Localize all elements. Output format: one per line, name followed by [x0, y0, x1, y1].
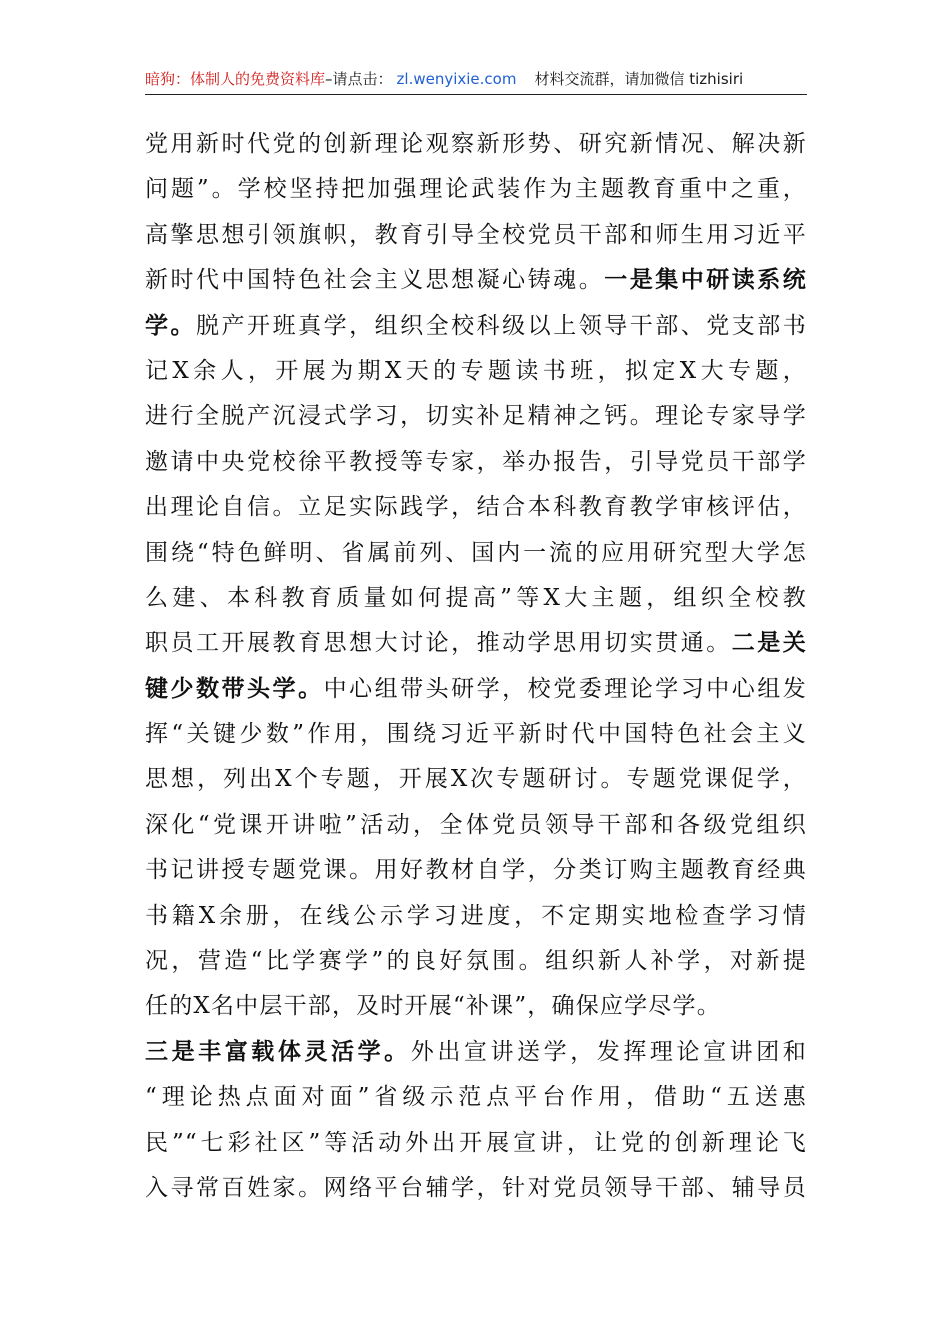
text-line: 入寻常百姓家。网络平台辅学，针对党员领导干部、辅导员 — [145, 1174, 807, 1201]
text-line: 深化“党课开讲啦”活动，全体党员领导干部和各级党组织 — [145, 811, 807, 838]
text-line: 书记讲授专题党课。用好教材自学，分类订购主题教育经典 — [145, 857, 807, 884]
text-line: 挥“关键少数”作用，围绕习近平新时代中国特色社会主义 — [145, 721, 807, 748]
text-line: 问题”。学校坚持把加强理论武装作为主题教育重中之重， — [145, 176, 807, 203]
text-line: 况，营造“比学赛学”的良好氛围。组织新人补学，对新提 — [145, 948, 807, 975]
text-line: 高擎思想引领旗帜，教育引导全校党员干部和师生用习近平 — [145, 221, 807, 248]
text-line: 出理论自信。立足实际践学，结合本科教育教学审核评估， — [145, 494, 807, 521]
bold-heading: 一是集中研读系统 — [604, 267, 807, 294]
line-text: 新时代中国特色社会主义思想凝心铸魂。 — [145, 267, 605, 294]
text-line — [145, 258, 807, 303]
text-line: “理论热点面对面”省级示范点平台作用，借助“五送惠 — [145, 1084, 807, 1111]
line-text: 脱产开班真学，组织全校科级以上领导干部、党支部书 — [196, 312, 807, 339]
body-text — [145, 122, 807, 1211]
text-line — [145, 1030, 807, 1075]
text-line: 党用新时代党的创新理论观察新形势、研究新情况、解决新 — [145, 131, 807, 157]
text-line: 任的X名中层干部，及时开展“补课”，确保应学尽学。 — [145, 993, 721, 1020]
text-line: 么建、本科教育质量如何提高”等X大主题，组织全校教 — [145, 584, 807, 611]
header-site-name: 暗狗：体制人的免费资料库 — [145, 70, 326, 88]
line-text: 职员工开展教育思想大讨论，推动学思用切实贯通。 — [145, 630, 732, 657]
header-click-prompt: –请点击： — [325, 70, 393, 88]
text-line — [145, 621, 807, 666]
text-line — [145, 304, 807, 349]
bold-heading: 键少数带头学。 — [145, 675, 324, 702]
text-line: 围绕“特色鲜明、省属前列、国内一流的应用研究型大学怎 — [145, 539, 807, 566]
line-text: 外出宣讲送学，发挥理论宣讲团和 — [410, 1038, 807, 1065]
text-line — [145, 667, 807, 712]
text-line: 思想，列出X个专题，开展X次专题研讨。专题党课促学， — [145, 766, 807, 793]
text-line: 书籍X余册，在线公示学习进度，不定期实地检查学习情 — [145, 902, 807, 929]
text-line: 民”“七彩社区”等活动外出开展宣讲，让党的创新理论飞 — [145, 1129, 807, 1156]
text-line: 邀请中央党校徐平教授等专家，举办报告，引导党员干部学 — [145, 448, 807, 475]
page-header — [145, 66, 807, 95]
bold-heading: 三是丰富载体灵活学。 — [145, 1038, 411, 1065]
line-text: 中心组带头研学，校党委理论学习中心组发 — [323, 675, 807, 702]
header-wechat-note: 材料交流群，请加微信 tizhisiri — [534, 70, 744, 88]
bold-heading: 学。 — [145, 312, 197, 339]
header-link[interactable]: zl.wenyixie.com — [396, 70, 517, 88]
bold-heading: 二是关 — [731, 630, 807, 657]
text-line: 记X余人，开展为期X天的专题读书班，拟定X大专题， — [145, 357, 807, 384]
text-line: 进行全脱产沉浸式学习，切实补足精神之钙。理论专家导学 — [145, 403, 807, 430]
